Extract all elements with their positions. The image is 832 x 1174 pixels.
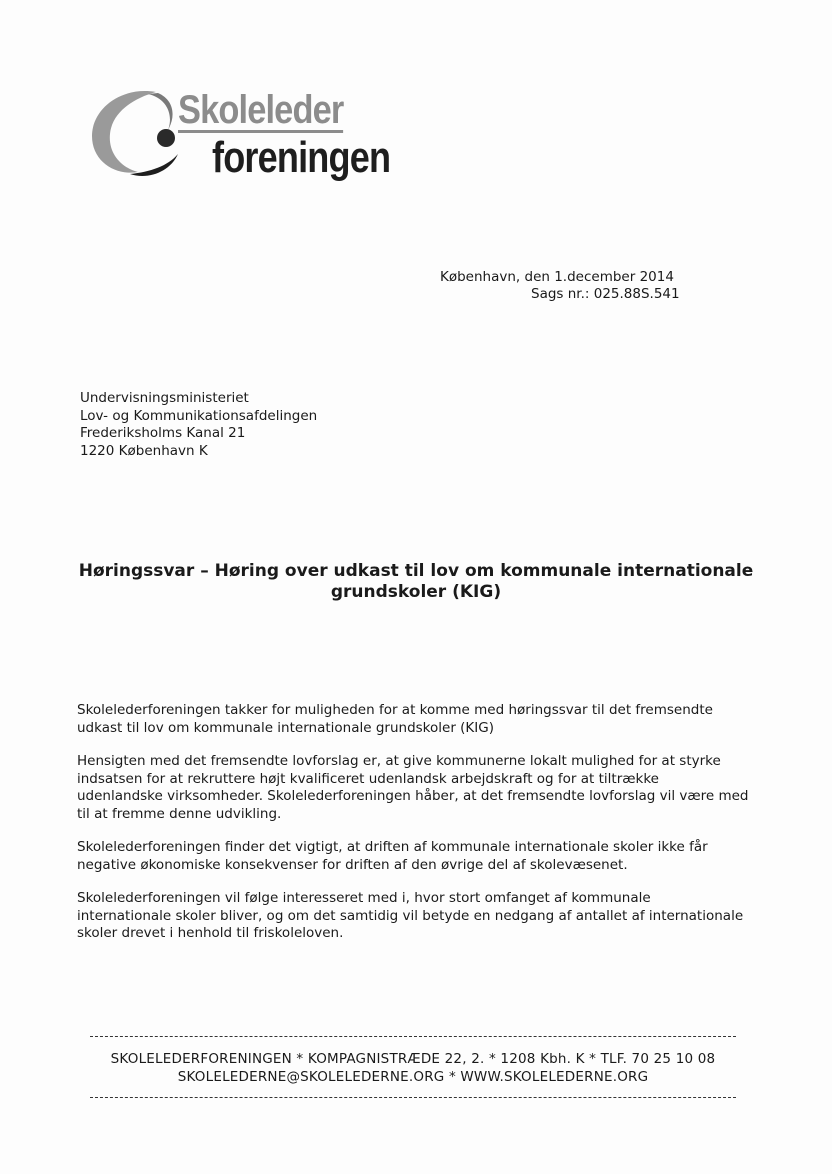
city-date: København, den 1.december 2014 xyxy=(440,269,674,285)
logo-text-skoleleder: Skoleleder xyxy=(178,88,344,132)
letter-footer xyxy=(88,1036,738,1098)
title-line-1: Høringssvar – Høring over udkast til lov om kommunale internationale xyxy=(78,561,754,581)
body-paragraph: Hensigten med det fremsendte lovforslag er, at give kommunerne lokalt mulighed for at styrke indsatsen for at rekruttere højt kvalificeret udenlandsk arbejdskraft og for at tiltrække udenlandske virksomheder. Skolelederforeningen håber, at det fremsendte lovforslag vil være med til at fremme denne udvikling. xyxy=(77,753,749,822)
letter-body xyxy=(77,702,749,959)
logo-text-foreningen: foreningen xyxy=(212,133,391,182)
body-paragraph: Skolelederforeningen takker for muligheden for at komme med høringssvar til det fremsendte udkast til lov om kommunale internationale grundskoler (KIG) xyxy=(77,702,713,736)
organization-logo xyxy=(86,84,416,194)
footer-contact: SKOLELEDERNE@SKOLELEDERNE.ORG * WWW.SKOLELEDERNE.ORG xyxy=(177,1069,649,1085)
recipient-line: Undervisningsministeriet xyxy=(80,390,249,406)
recipient-line: Frederiksholms Kanal 21 xyxy=(80,425,246,441)
recipient-line: 1220 København K xyxy=(80,442,208,459)
body-paragraph: Skolelederforeningen vil følge interesseret med i, hvor stort omfanget af kommunale internationale skoler bliver, og om det samtidig vil betyde en nedgang af antallet af internationale skoler drevet i henhold til friskoleloven. xyxy=(77,890,744,941)
recipient-line: Lov- og Kommunikationsafdelingen xyxy=(80,407,318,424)
body-paragraph: Skolelederforeningen finder det vigtigt, at driften af kommunale internationale skoler ikke får negative økonomiske konsekvenser for driften af den øvrige del af skolevæsenet. xyxy=(77,839,708,873)
footer-divider-top xyxy=(90,1036,736,1037)
footer-address: SKOLELEDERFORENINGEN * KOMPAGNISTRÆDE 22, 2. * 1208 Kbh. K * TLF. 70 25 10 08 xyxy=(110,1051,716,1067)
case-number: Sags nr.: 025.88S.541 xyxy=(531,286,680,302)
title-line-2: grundskoler (KIG) xyxy=(330,582,502,602)
date-block xyxy=(440,269,700,303)
footer-divider-bottom xyxy=(90,1097,736,1098)
letter-title xyxy=(60,561,772,603)
recipient-address xyxy=(80,390,317,460)
